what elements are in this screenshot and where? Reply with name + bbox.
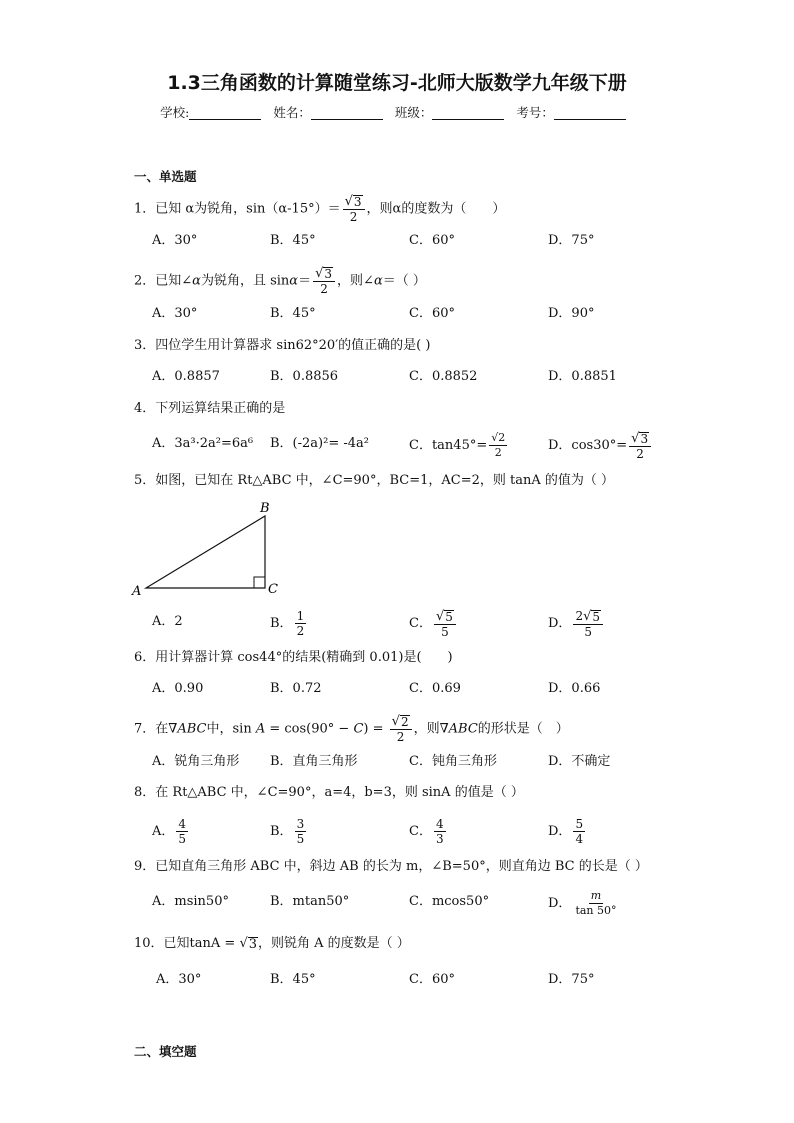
- question-1: 1．已知 α为锐角，sin（α-15°）＝ √ 3 2 ，则α的度数为（ ）: [134, 194, 506, 224]
- question-4-options: [152, 431, 712, 461]
- vertex-c-label: C: [268, 582, 278, 597]
- option-b[interactable]: B．mtan50°: [270, 894, 350, 909]
- option-b[interactable]: B．45°: [270, 306, 316, 321]
- fraction: $\frac{3}{5}$: [296, 817, 305, 846]
- fraction: $\frac{4}{3}$: [435, 817, 444, 846]
- question-4: 4．下列运算结果正确的是: [134, 401, 286, 416]
- question-7: 7．在∇ABC中，sin A = cos(90° − C) = √ 2 2 ，则∇ABC的形状是（ ）: [134, 714, 569, 744]
- question-1-options: [152, 228, 712, 254]
- name-blank[interactable]: [311, 106, 383, 120]
- question-9-options: [152, 889, 712, 915]
- option-d[interactable]: D． 2 √ 5 5: [548, 609, 605, 639]
- option-d[interactable]: D．90°: [548, 306, 595, 321]
- option-d[interactable]: D． $\frac{5}{4}$: [548, 817, 584, 846]
- student-info-line: [0, 103, 794, 121]
- option-c[interactable]: C． $\frac{4}{3}$: [409, 817, 444, 846]
- option-a[interactable]: A．30°: [152, 233, 198, 248]
- question-2-options: [152, 301, 712, 327]
- fraction: $\frac{m}{\tan 50^\circ}$: [575, 889, 617, 917]
- fraction: √ 3 2: [313, 266, 335, 296]
- option-d[interactable]: D．0.66: [548, 681, 601, 696]
- option-c[interactable]: C．tan45°= $\frac{√2}{2}$: [409, 431, 506, 459]
- page-title: 1.3三角函数的计算随堂练习-北师大版数学九年级下册: [167, 72, 627, 94]
- square-root: √ 3: [239, 936, 258, 952]
- fraction: 2 √ 5 5: [573, 609, 603, 639]
- option-a[interactable]: A．0.90: [152, 681, 204, 696]
- fraction: $\frac{1}{2}$: [296, 609, 305, 638]
- option-b[interactable]: B．0.72: [270, 681, 322, 696]
- class-label: 班级：: [394, 105, 433, 120]
- fraction: $\frac{4}{5}$: [178, 817, 187, 846]
- right-triangle-figure: [128, 498, 288, 602]
- fraction: $\frac{√2}{2}$: [491, 431, 506, 459]
- school-blank[interactable]: [189, 106, 261, 120]
- fraction: √ 3 2: [629, 431, 651, 461]
- question-6: 6．用计算器计算 cos44°的结果(精确到 0.01)是( ): [134, 650, 453, 665]
- section-heading-fill-blank: 二、填空题: [134, 1044, 197, 1059]
- option-c[interactable]: C．0.8852: [409, 369, 478, 384]
- section-heading-single-choice: 一、单选题: [134, 169, 197, 184]
- option-b[interactable]: B．45°: [270, 972, 316, 987]
- question-8-options: [152, 817, 712, 846]
- option-c[interactable]: C．60°: [409, 972, 455, 987]
- option-b[interactable]: B． $\frac{3}{5}$: [270, 817, 305, 846]
- vertex-b-label: B: [260, 501, 270, 516]
- option-b[interactable]: B．直角三角形: [270, 754, 358, 769]
- option-a[interactable]: A．2: [152, 614, 183, 629]
- option-d[interactable]: D． $\frac{m}{\tan 50^\circ}$: [548, 889, 617, 917]
- triangle-abc: [146, 516, 265, 588]
- option-a[interactable]: A．30°: [156, 972, 202, 987]
- question-10-options: [156, 967, 716, 993]
- question-6-options: [152, 676, 712, 702]
- option-c[interactable]: C．60°: [409, 306, 455, 321]
- right-angle-mark: [254, 577, 265, 588]
- option-c[interactable]: C．mcos50°: [409, 894, 490, 909]
- option-c[interactable]: C．60°: [409, 233, 455, 248]
- option-a[interactable]: A．锐角三角形: [152, 754, 240, 769]
- option-c[interactable]: C．0.69: [409, 681, 461, 696]
- option-d[interactable]: D．0.8851: [548, 369, 617, 384]
- option-b[interactable]: B．(-2a)²= -4a²: [270, 436, 369, 451]
- question-8: 8．在 Rt△ABC 中，∠C=90°，a=4，b=3，则 sinA 的值是（ ）: [134, 785, 524, 800]
- option-d[interactable]: D．75°: [548, 233, 595, 248]
- option-a[interactable]: A．3a³·2a²=6a⁶: [152, 436, 254, 451]
- fraction: √ 2 2: [390, 714, 412, 744]
- option-b[interactable]: B．45°: [270, 233, 316, 248]
- fraction: √ 5 5: [434, 609, 456, 639]
- option-a[interactable]: A． $\frac{4}{5}$: [152, 817, 187, 846]
- option-b[interactable]: B． $\frac{1}{2}$: [270, 609, 305, 638]
- option-a[interactable]: A．30°: [152, 306, 198, 321]
- option-d[interactable]: D．75°: [548, 972, 595, 987]
- fraction: $\frac{5}{4}$: [575, 817, 584, 846]
- vertex-a-label: A: [132, 584, 142, 599]
- question-5-options: [152, 609, 712, 639]
- option-d[interactable]: D．不确定: [548, 754, 611, 769]
- question-3-options: [152, 364, 712, 390]
- question-5: 5．如图，已知在 Rt△ABC 中，∠C=90°，BC=1，AC=2，则 tanA 的值为（ ）: [134, 473, 614, 488]
- option-b[interactable]: B．0.8856: [270, 369, 339, 384]
- question-3: 3．四位学生用计算器求 sin62°20′的值正确的是( ): [134, 338, 431, 353]
- fraction: √ 3 2: [343, 194, 365, 224]
- option-c[interactable]: C． √ 5 5: [409, 609, 458, 639]
- school-label: 学校:: [160, 105, 190, 120]
- number-blank[interactable]: [554, 106, 626, 120]
- name-label: 姓名：: [273, 105, 311, 120]
- option-c[interactable]: C．钝角三角形: [409, 754, 497, 769]
- class-blank[interactable]: [432, 106, 504, 120]
- option-a[interactable]: A．0.8857: [152, 369, 220, 384]
- question-7-options: [152, 749, 712, 775]
- question-9: 9．已知直角三角形 ABC 中，斜边 AB 的长为 m，∠B=50°，则直角边 BC 的长是（ ）: [134, 859, 648, 874]
- question-2: 2．已知∠α为锐角，且 sinα＝ √ 3 2 ，则∠α＝（ ）: [134, 266, 426, 296]
- option-d[interactable]: D．cos30°= √ 3 2: [548, 431, 653, 461]
- question-10: 10．已知tanA = √ 3 ，则锐角 A 的度数是（ ）: [134, 936, 410, 952]
- option-a[interactable]: A．msin50°: [152, 894, 229, 909]
- number-label: 考号：: [516, 105, 554, 120]
